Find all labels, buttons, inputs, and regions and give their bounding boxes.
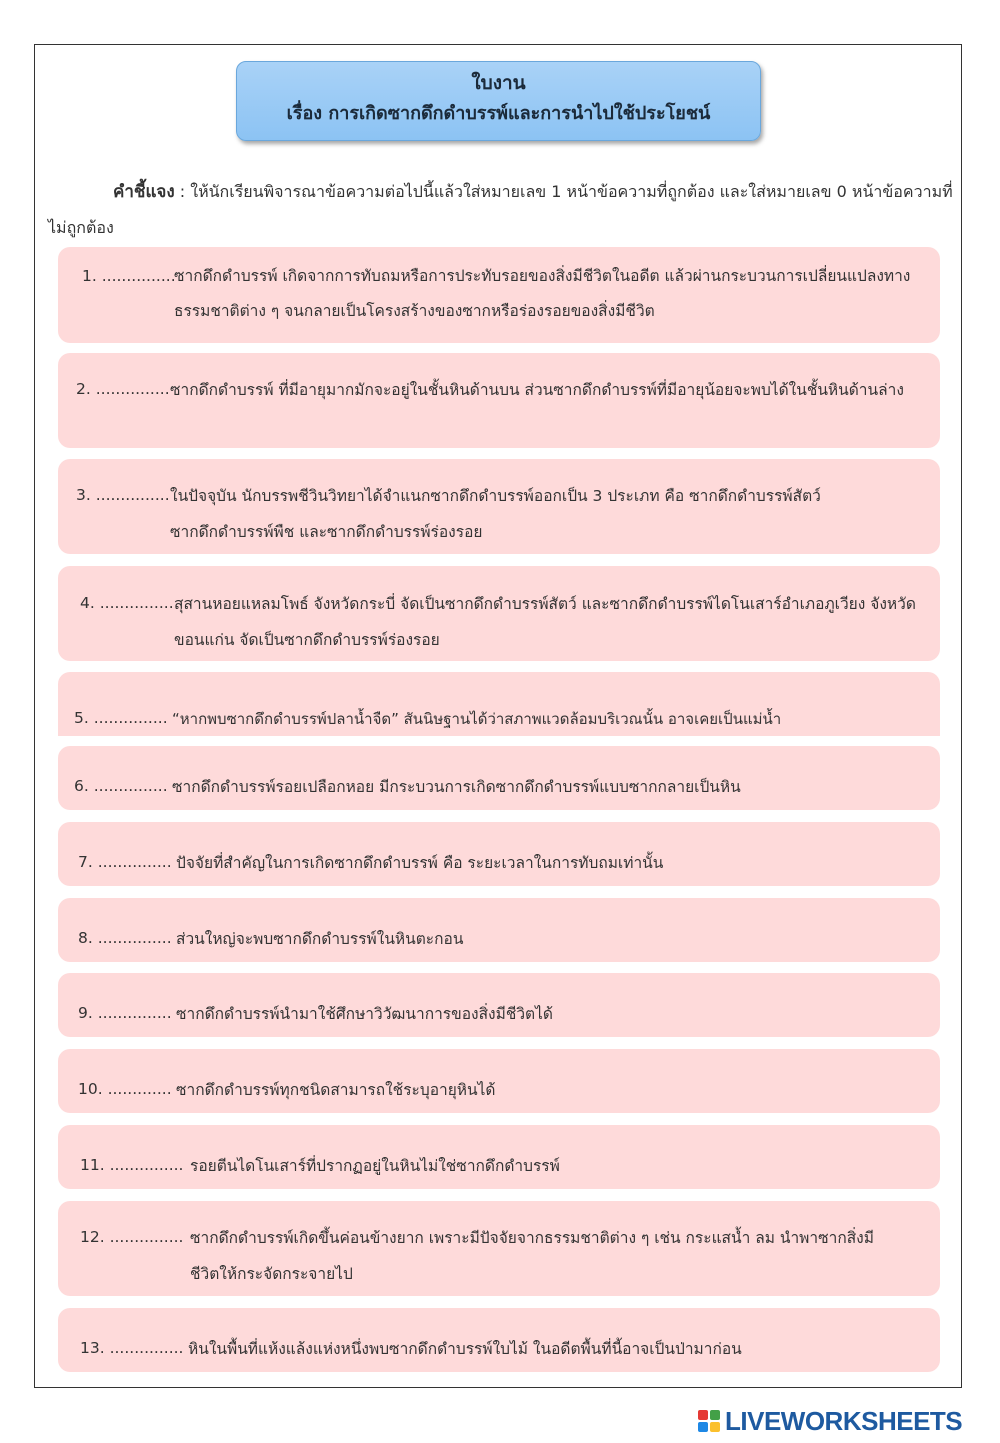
- answer-blank-2[interactable]: 2. ...............: [76, 380, 170, 398]
- answer-blank-12[interactable]: 12. ...............: [80, 1228, 184, 1246]
- question-item: [58, 459, 940, 554]
- question-item: [58, 566, 940, 661]
- question-text-10: ซากดึกดำบรรพ์ทุกชนิดสามารถใช้ระบุอายุหินได้: [176, 1081, 496, 1099]
- question-item: [58, 1049, 940, 1113]
- question-item: [58, 247, 940, 343]
- logo-square: [698, 1422, 708, 1432]
- answer-blank-4[interactable]: 4. ...............: [80, 594, 174, 612]
- answer-blank-9[interactable]: 9. ...............: [78, 1004, 172, 1022]
- answer-blank-1[interactable]: 1. ...............: [82, 267, 176, 285]
- logo-square: [698, 1410, 708, 1420]
- question-item: [58, 353, 940, 448]
- answer-blank-8[interactable]: 8. ...............: [78, 929, 172, 947]
- instructions: [48, 174, 953, 245]
- answer-blank-10[interactable]: 10. .............: [78, 1080, 172, 1098]
- liveworksheets-logo[interactable]: [698, 1405, 962, 1437]
- question-item: [58, 1201, 940, 1296]
- answer-blank-11[interactable]: 11. ...............: [80, 1156, 184, 1174]
- question-text-11: รอยตีนไดโนเสาร์ที่ปรากฏอยู่ในหินไม่ใช่ซากดึกดำบรรพ์: [190, 1157, 560, 1175]
- question-item: [58, 1308, 940, 1372]
- instructions-label: คำชี้แจง: [113, 182, 175, 202]
- question-text-1: ซากดึกดำบรรพ์ เกิดจากการทับถมหรือการประทับรอยของสิ่งมีชีวิตในอดีต แล้วผ่านกระบวนการเปลี่ยนแปลงทางธรรมชาติต่าง ๆ จนกลายเป็นโครงสร้างของซากหรือร่องรอยของสิ่งมีชีวิต: [174, 267, 911, 320]
- question-item: [58, 746, 940, 810]
- question-text-13: หินในพื้นที่แห้งแล้งแห่งหนึ่งพบซากดึกดำบรรพ์ใบไม้ ในอดีตพื้นที่นี้อาจเป็นป่ามาก่อน: [188, 1340, 742, 1358]
- question-text-8: ส่วนใหญ่จะพบซากดึกดำบรรพ์ในหินตะกอน: [176, 930, 464, 948]
- question-text-12: ซากดึกดำบรรพ์เกิดขึ้นค่อนข้างยาก เพราะมีปัจจัยจากธรรมชาติต่าง ๆ เช่น กระแสน้ำ ลม นำพาซากสิ่งมีชีวิตให้กระจัดกระจายไป: [190, 1229, 874, 1283]
- answer-blank-5[interactable]: 5. ...............: [74, 709, 168, 727]
- question-text-7: ปัจจัยที่สำคัญในการเกิดซากดึกดำบรรพ์ คือ ระยะเวลาในการทับถมเท่านั้น: [176, 854, 664, 872]
- worksheet-subtitle: เรื่อง การเกิดซากดึกดำบรรพ์และการนำไปใช้ประโยชน์: [286, 103, 711, 124]
- logo-text: LIVEWORKSHEETS: [725, 1405, 963, 1436]
- question-item: [58, 898, 940, 962]
- logo-square: [710, 1410, 720, 1420]
- title-box: [236, 61, 761, 141]
- answer-blank-6[interactable]: 6. ...............: [74, 777, 168, 795]
- logo-grid-icon: [698, 1410, 720, 1432]
- question-text-6: ซากดึกดำบรรพ์รอยเปลือกหอย มีกระบวนการเกิดซากดึกดำบรรพ์แบบซากกลายเป็นหิน: [172, 778, 741, 796]
- worksheet-title: ใบงาน: [471, 72, 526, 94]
- question-item: [58, 672, 940, 736]
- question-text-4: สุสานหอยแหลมโพธ์ จังหวัดกระบี่ จัดเป็นซากดึกดำบรรพ์สัตว์ และซากดึกดำบรรพ์ไดโนเสาร์อำเภอภูเวียง จังหวัดขอนแก่น จัดเป็นซากดึกดำบรรพ์ร่องรอย: [174, 595, 916, 649]
- question-text-3: ในปัจจุบัน นักบรรพชีวินวิทยาได้จำแนกซากดึกดำบรรพ์ออกเป็น 3 ประเภท คือ ซากดึกดำบรรพ์สัตว์ ซากดึกดำบรรพ์พืช และซากดึกดำบรรพ์ร่องรอย: [170, 487, 821, 541]
- question-text-5: “หากพบซากดึกดำบรรพ์ปลาน้ำจืด” สันนิษฐานได้ว่าสภาพแวดล้อมบริเวณนั้น อาจเคยเป็นแม่น้ำ: [172, 710, 782, 728]
- logo-square: [710, 1422, 720, 1432]
- question-item: [58, 822, 940, 886]
- question-item: [58, 973, 940, 1037]
- question-text-2: ซากดึกดำบรรพ์ ที่มีอายุมากมักจะอยู่ในชั้นหินด้านบน ส่วนซากดึกดำบรรพ์ที่มีอายุน้อยจะพบได้ในชั้นหินด้านล่าง: [170, 381, 904, 399]
- question-item: [58, 1125, 940, 1189]
- instructions-text: : ให้นักเรียนพิจารณาข้อความต่อไปนี้แล้วใส่หมายเลข 1 หน้าข้อความที่ถูกต้อง และใส่หมายเลข 0 หน้าข้อความที่ไม่ถูกต้อง: [48, 182, 953, 237]
- answer-blank-3[interactable]: 3. ...............: [76, 486, 170, 504]
- question-text-9: ซากดึกดำบรรพ์นำมาใช้ศึกษาวิวัฒนาการของสิ่งมีชีวิตได้: [176, 1005, 553, 1023]
- answer-blank-7[interactable]: 7. ...............: [78, 853, 172, 871]
- answer-blank-13[interactable]: 13. ...............: [80, 1339, 184, 1357]
